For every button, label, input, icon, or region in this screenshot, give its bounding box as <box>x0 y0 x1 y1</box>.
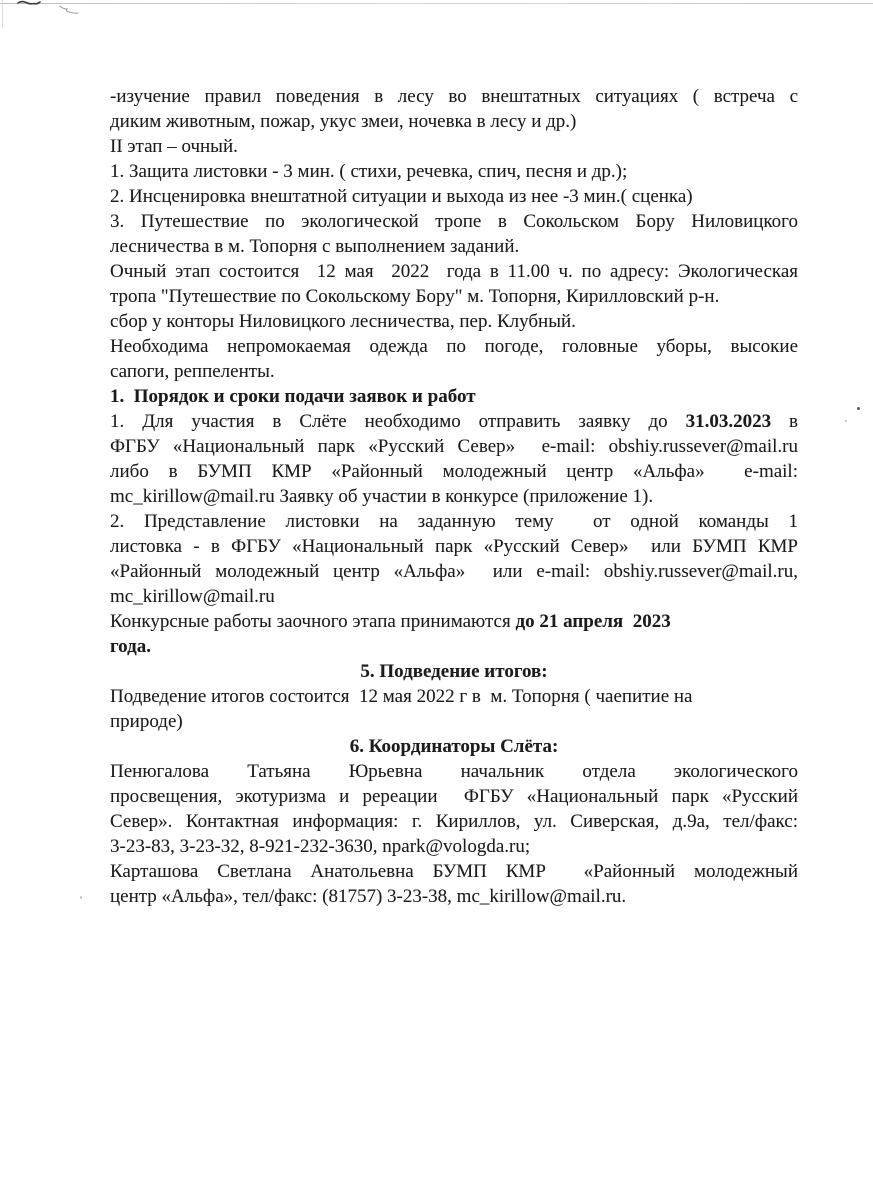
line-coordinator1-2: просвещения, экотуризма и ререации ФГБУ «Национальный парк «Русский <box>110 786 798 807</box>
line-venue-1: Очный этап состоится 12 мая 2022 года в 11.00 ч. по адресу: Экологическая <box>110 261 798 282</box>
line-apply2-2: листовка - в ФГБУ «Национальный парк «Русский Север» или БУМП КМР <box>110 536 798 557</box>
line-apply1-2: ФГБУ «Национальный парк «Русский Север» e-mail: obshiy.russever@mail.ru <box>110 436 798 457</box>
scan-edge-left <box>2 0 3 28</box>
line-results-1: Подведение итогов состоится 12 мая 2022 г в м. Топорня ( чаепитие на <box>110 686 693 707</box>
heading-section6: 6. Координаторы Слёта: <box>349 736 559 757</box>
line-deadline-1 <box>110 609 798 634</box>
line-stage2-item1: 1. Защита листовки - 3 мин. ( стихи, речевка, спич, песня и др.); <box>110 161 628 182</box>
scan-edge-line <box>0 3 873 4</box>
line-coordinator1-1: Пенюгалова Татьяна Юрьевна начальник отдела экологического <box>110 761 798 782</box>
line-apply2-1: 2. Представление листовки на заданную тему от одной команды 1 <box>110 511 798 532</box>
line-coordinator2-2: центр «Альфа», тел/факс: (81757) 3-23-38, mc_kirillow@mail.ru. <box>110 886 627 907</box>
line-intro-1: -изучение правил поведения в лесу во внештатных ситуациях ( встреча с <box>110 86 798 107</box>
line-apply2-3: «Районный молодежный центр «Альфа» или e-mail: obshiy.russever@mail.ru, <box>110 561 798 582</box>
line-deadline-2: года. <box>110 636 151 657</box>
line-coordinator1-4: 3-23-83, 3-23-32, 8-921-232-3630, npark@vologda.ru; <box>110 836 531 857</box>
line-venue-5: сапоги, реппеленты. <box>110 361 275 382</box>
deadline-date: до 21 апреля 2023 <box>515 611 671 632</box>
apply1-text-tail: в <box>771 411 798 432</box>
line-apply2-4: mc_kirillow@mail.ru <box>110 586 275 607</box>
line-venue-3: сбор у конторы Ниловицкого лесничества, пер. Клубный. <box>110 311 576 332</box>
line-coordinator2-1: Карташова Светлана Анатольевна БУМП КМР «Районный молодежный <box>110 861 798 882</box>
line-apply1-1 <box>110 409 798 434</box>
line-venue-4: Необходима непромокаемая одежда по погоде, головные уборы, высокие <box>110 336 798 357</box>
line-stage2-title: II этап – очный. <box>110 136 238 157</box>
deadline-text: Конкурсные работы заочного этапа принимаются <box>110 611 516 632</box>
pen-squiggle-icon <box>12 0 96 18</box>
line-apply1-3: либо в БУМП КМР «Районный молодежный центр «Альфа» e-mail: <box>110 461 798 482</box>
ink-speck <box>857 407 860 410</box>
line-venue-2: тропа "Путешествие по Сокольскому Бору" м. Топорня, Кирилловский р-н. <box>110 286 720 307</box>
line-stage2-item3b: лесничества в м. Топорня с выполнением заданий. <box>110 236 520 257</box>
line-apply1-4: mc_kirillow@mail.ru Заявку об участии в конкурсе (приложение 1). <box>110 486 654 507</box>
heading-section5: 5. Подведение итогов: <box>360 661 548 682</box>
ink-speck <box>845 420 847 422</box>
ink-speck <box>80 896 82 899</box>
apply1-text: 1. Для участия в Слёте необходимо отправить заявку до <box>110 411 686 432</box>
line-stage2-item3a: 3. Путешествие по экологической тропе в Сокольском Бору Ниловицкого <box>110 211 798 232</box>
line-stage2-item2: 2. Инсценировка внештатной ситуации и выхода из нее -3 мин.( сценка) <box>110 186 693 207</box>
line-results-2: природе) <box>110 711 183 732</box>
document-text <box>110 84 798 909</box>
line-intro-2: диким животным, пожар, укус змеи, ночевка в лесу и др.) <box>110 111 577 132</box>
line-coordinator1-3: Север». Контактная информация: г. Кириллов, ул. Сиверская, д.9а, тел/факс: <box>110 811 798 832</box>
heading-section4: 1. Порядок и сроки подачи заявок и работ <box>110 386 476 407</box>
apply1-deadline-date: 31.03.2023 <box>685 411 772 432</box>
